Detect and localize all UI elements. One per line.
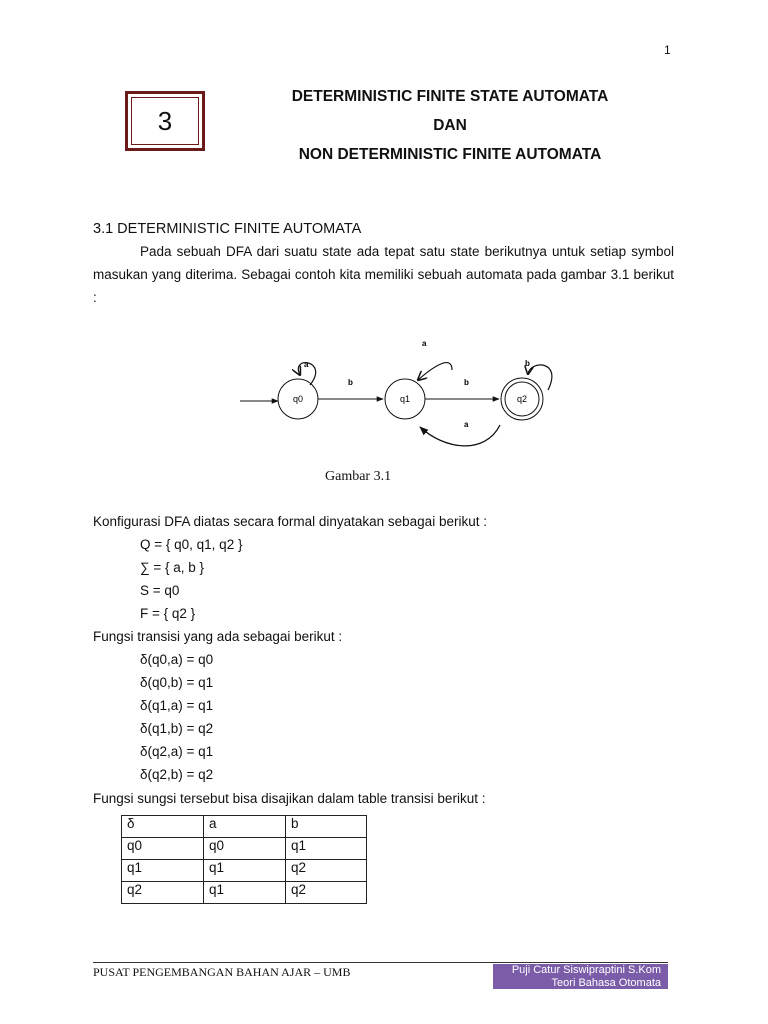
table-header-cell: δ — [122, 816, 204, 838]
state-q0-label: q0 — [293, 394, 304, 404]
table-header-cell: b — [286, 816, 367, 838]
table-cell: q1 — [286, 838, 367, 860]
state-q1-label: q1 — [400, 394, 411, 404]
q1-loop-label: a — [422, 339, 427, 348]
config-final: F = { q2 } — [140, 606, 196, 621]
transition-item: δ(q2,a) = q1 — [140, 744, 214, 759]
transition-item: δ(q1,a) = q1 — [140, 698, 214, 713]
config-start: S = q0 — [140, 583, 180, 598]
table-row — [122, 860, 367, 882]
chapter-number: 3 — [131, 97, 199, 145]
intro-paragraph — [93, 240, 674, 309]
footer-author: Puji Catur Siswipraptini S.Kom — [511, 964, 661, 976]
intro-paragraph-text: Pada sebuah DFA dari suatu state ada tepat satu state berikutnya untuk setiap symbol masukan yang diterima. Sebagai contoh kita memiliki sebuah automata pada gambar 3.1 berikut : — [93, 244, 674, 305]
title-line-1: DETERMINISTIC FINITE STATE AUTOMATA — [291, 88, 609, 105]
edge-q0-q1-label: b — [348, 378, 353, 387]
config-states: Q = { q0, q1, q2 } — [140, 537, 243, 552]
title-line-2: DAN — [433, 117, 467, 134]
table-header-row — [122, 816, 367, 838]
q0-loop-label: a — [304, 360, 309, 369]
table-cell: q2 — [286, 860, 367, 882]
table-row — [122, 882, 367, 904]
footer-divider — [93, 962, 668, 963]
footer-course: Teori Bahasa Otomata — [551, 976, 661, 989]
table-intro: Fungsi sungsi tersebut bisa disajikan dalam table transisi berikut : — [93, 791, 486, 806]
table-cell: q1 — [204, 860, 286, 882]
table-header-cell: a — [204, 816, 286, 838]
edge-q2-q1 — [420, 425, 500, 446]
transition-table — [121, 815, 367, 904]
chapter-number-box — [125, 91, 205, 151]
edge-q1-q2-label: b — [464, 378, 469, 387]
footer-author-box — [493, 964, 668, 989]
dfa-diagram — [230, 330, 570, 460]
table-cell: q0 — [122, 838, 204, 860]
edge-q2-q1-label: a — [464, 420, 469, 429]
transition-item: δ(q1,b) = q2 — [140, 721, 214, 736]
footer-publisher: PUSAT PENGEMBANGAN BAHAN AJAR – UMB — [93, 965, 351, 979]
section-heading: 3.1 DETERMINISTIC FINITE AUTOMATA — [93, 221, 362, 237]
table-cell: q0 — [204, 838, 286, 860]
transition-item: δ(q2,b) = q2 — [140, 767, 214, 782]
table-cell: q1 — [122, 860, 204, 882]
config-alphabet: ∑ = { a, b } — [140, 560, 205, 575]
table-cell: q2 — [286, 882, 367, 904]
config-intro: Konfigurasi DFA diatas secara formal dinyatakan sebagai berikut : — [93, 514, 487, 529]
transition-item: δ(q0,b) = q1 — [140, 675, 214, 690]
figure-caption: Gambar 3.1 — [325, 469, 392, 484]
table-row — [122, 838, 367, 860]
title-line-3: NON DETERMINISTIC FINITE AUTOMATA — [298, 146, 602, 163]
transitions-intro: Fungsi transisi yang ada sebagai berikut : — [93, 629, 343, 644]
table-cell: q1 — [204, 882, 286, 904]
transition-item: δ(q0,a) = q0 — [140, 652, 214, 667]
state-q2-label: q2 — [517, 394, 528, 404]
q1-self-loop — [418, 363, 452, 380]
table-cell: q2 — [122, 882, 204, 904]
q2-loop-label: b — [525, 359, 530, 368]
page-number: 1 — [664, 43, 671, 57]
